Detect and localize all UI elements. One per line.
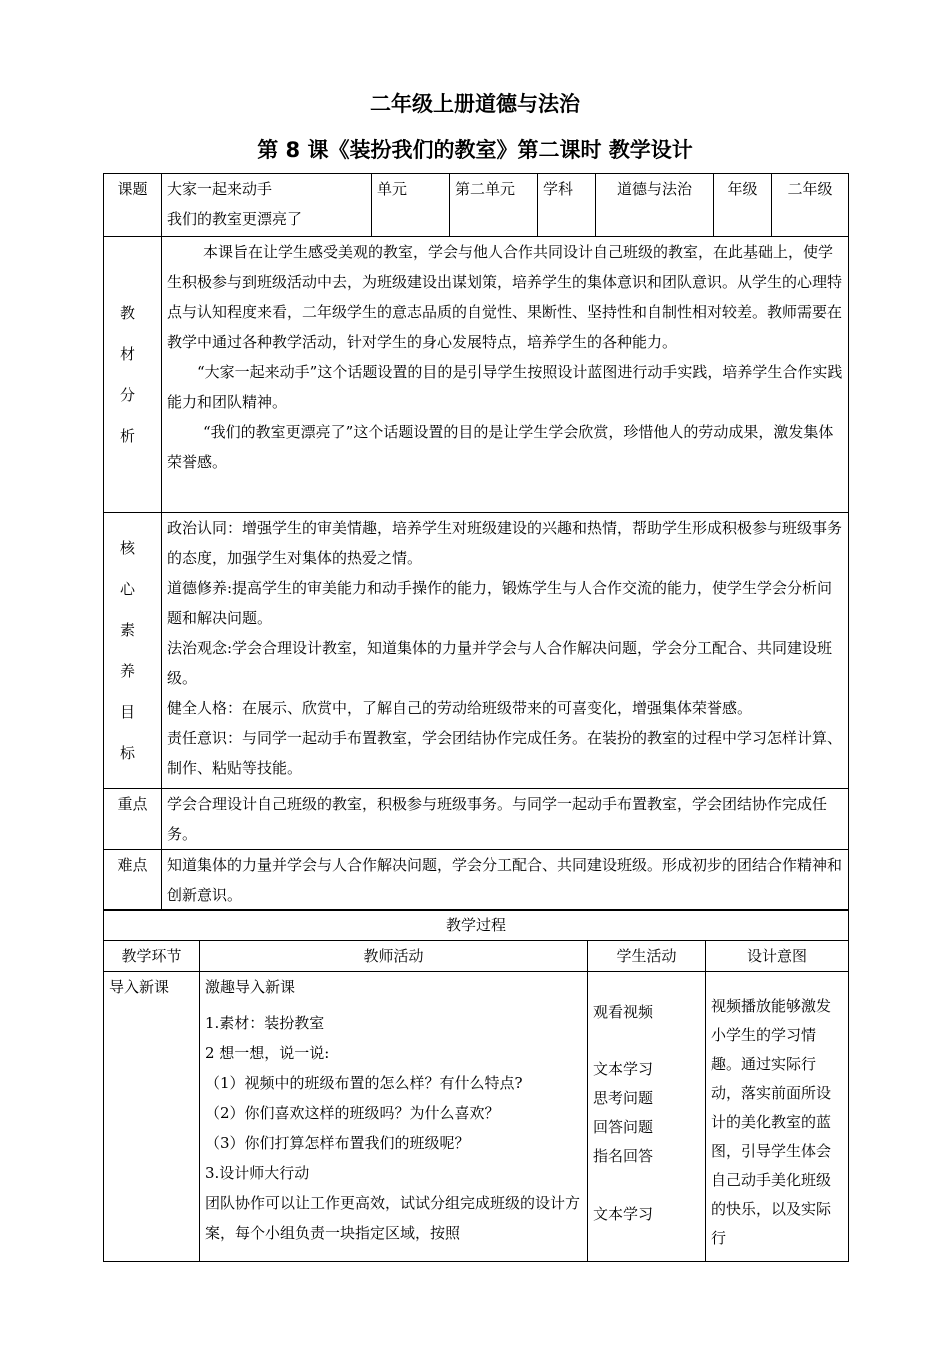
teacher-line: （1）视频中的班级布置的怎么样？有什么特点? [205,1074,523,1092]
student-line: 指名回答 [593,1147,654,1165]
process-heading-row [104,910,849,941]
difficulty-row [104,850,849,911]
column-header-stage: 教学环节 [104,941,200,972]
teacher-line: 3.设计师大行动 [205,1164,310,1182]
student-line: 观看视频 [593,1003,654,1021]
topic-line-2: 我们的教室更漂亮了 [167,210,303,228]
goals-row [104,513,849,789]
keypoint-text: 学会合理设计自己班级的教室，积极参与班级事务。与同学一起动手布置教室，学会团结协作完成任务。 [162,789,849,850]
document-title: 二年级上册道德与法治 [370,92,580,116]
subject-label: 学科 [538,174,596,237]
column-header-student: 学生活动 [588,941,706,972]
topic-value [162,174,372,237]
teacher-line: 1.素材：装扮教室 [205,1014,325,1032]
goal-item: 道德修养:提高学生的审美能力和动手操作的能力，锻炼学生与人合作交流的能力，使学生学会分析问题和解决问题。 [167,579,833,627]
unit-label: 单元 [372,174,450,237]
teacher-line: 激趣导入新课 [205,978,296,996]
subject-value: 道德与法治 [596,174,714,237]
teaching-process-table [103,909,849,1262]
student-line: 回答问题 [593,1118,654,1136]
analysis-paragraph: 本课旨在让学生感受美观的教室，学会与他人合作共同设计自己班级的教室，在此基础上，使学生积极参与到班级活动中去，为班级建设出谋划策，培养学生的集体意识和团队意识。从学生的心理特点与认知程度来看，二年级学生的意志品质的自觉性、果断性、坚持性和自制性相对较差。教师需要在教学中通过各种教学活动，针对学生的身心发展特点，培养学生的各种能力。 [167,243,843,351]
difficulty-label: 难点 [104,850,162,911]
goal-item: 法治观念:学会合理设计教室，知道集体的力量并学会与人合作解决问题，学会分工配合、共同建设班级。 [167,639,833,687]
analysis-label-line-2: 分 析 [119,385,145,445]
process-heading: 教学过程 [104,910,849,941]
analysis-content [162,237,849,513]
process-row-intro [104,972,849,1262]
goals-label-line-1: 核 心 [119,538,145,598]
design-intent-text: 视频播放能够激发小学生的学习情趣。通过实际行动，落实前面所设计的美化教室的蓝图，引导学生体会自己动手美化班级的快乐，以及实际行 [711,997,832,1247]
stage-cell: 导入新课 [104,972,200,1262]
student-activity-cell [588,972,706,1262]
lesson-info-table [103,173,849,911]
analysis-paragraph: “我们的教室更漂亮了”这个话题设置的目的是让学生学会欣赏，珍惜他人的劳动成果，激发集体荣誉感。 [167,423,834,471]
difficulty-text: 知道集体的力量并学会与人合作解决问题，学会分工配合、共同建设班级。形成初步的团结合作精神和创新意识。 [162,850,849,911]
unit-value: 第二单元 [450,174,538,237]
goals-label-line-3: 目 标 [119,702,145,762]
teacher-line: 2 想一想，说一说: [205,1044,330,1062]
topic-label: 课题 [104,174,162,237]
keypoint-row [104,789,849,850]
analysis-paragraph: “大家一起来动手”这个话题设置的目的是引导学生按照设计蓝图进行动手实践，培养学生合作实践能力和团队精神。 [167,363,843,411]
student-line: 思考问题 [593,1089,654,1107]
document-subtitle: 第 8 课《装扮我们的教室》第二课时 教学设计 [257,138,693,162]
design-intent-cell [706,972,849,1262]
process-header-row [104,941,849,972]
column-header-teacher: 教师活动 [200,941,588,972]
student-line: 文本学习 [593,1060,654,1078]
teacher-line: （3）你们打算怎样布置我们的班级呢？ [205,1134,470,1152]
goals-content [162,513,849,789]
teacher-line: 团队协作可以让工作更高效，试试分组完成班级的设计方案，每个小组负责一块指定区域，按照 [205,1194,581,1242]
student-line: 文本学习 [593,1205,654,1223]
goal-item: 健全人格：在展示、欣赏中，了解自己的劳动给班级带来的可喜变化，增强集体荣誉感。 [167,699,753,717]
analysis-label [104,237,162,513]
analysis-label-line-1: 教 材 [119,303,145,363]
goals-label-line-2: 素 养 [119,620,145,680]
analysis-row [104,237,849,513]
info-row [104,174,849,237]
goal-item: 责任意识：与同学一起动手布置教室，学会团结协作完成任务。在装扮的教室的过程中学习怎样计算、制作、粘贴等技能。 [167,729,843,777]
keypoint-label: 重点 [104,789,162,850]
topic-line-1: 大家一起来动手 [167,180,273,198]
grade-label: 年级 [714,174,772,237]
column-header-intent: 设计意图 [706,941,849,972]
teacher-activity-cell [200,972,588,1262]
teacher-line: （2）你们喜欢这样的班级吗？为什么喜欢？ [205,1104,500,1122]
goal-item: 政治认同：增强学生的审美情趣，培养学生对班级建设的兴趣和热情，帮助学生形成积极参与班级事务的态度，加强学生对集体的热爱之情。 [167,519,843,567]
goals-label [104,513,162,789]
grade-value: 二年级 [772,174,849,237]
